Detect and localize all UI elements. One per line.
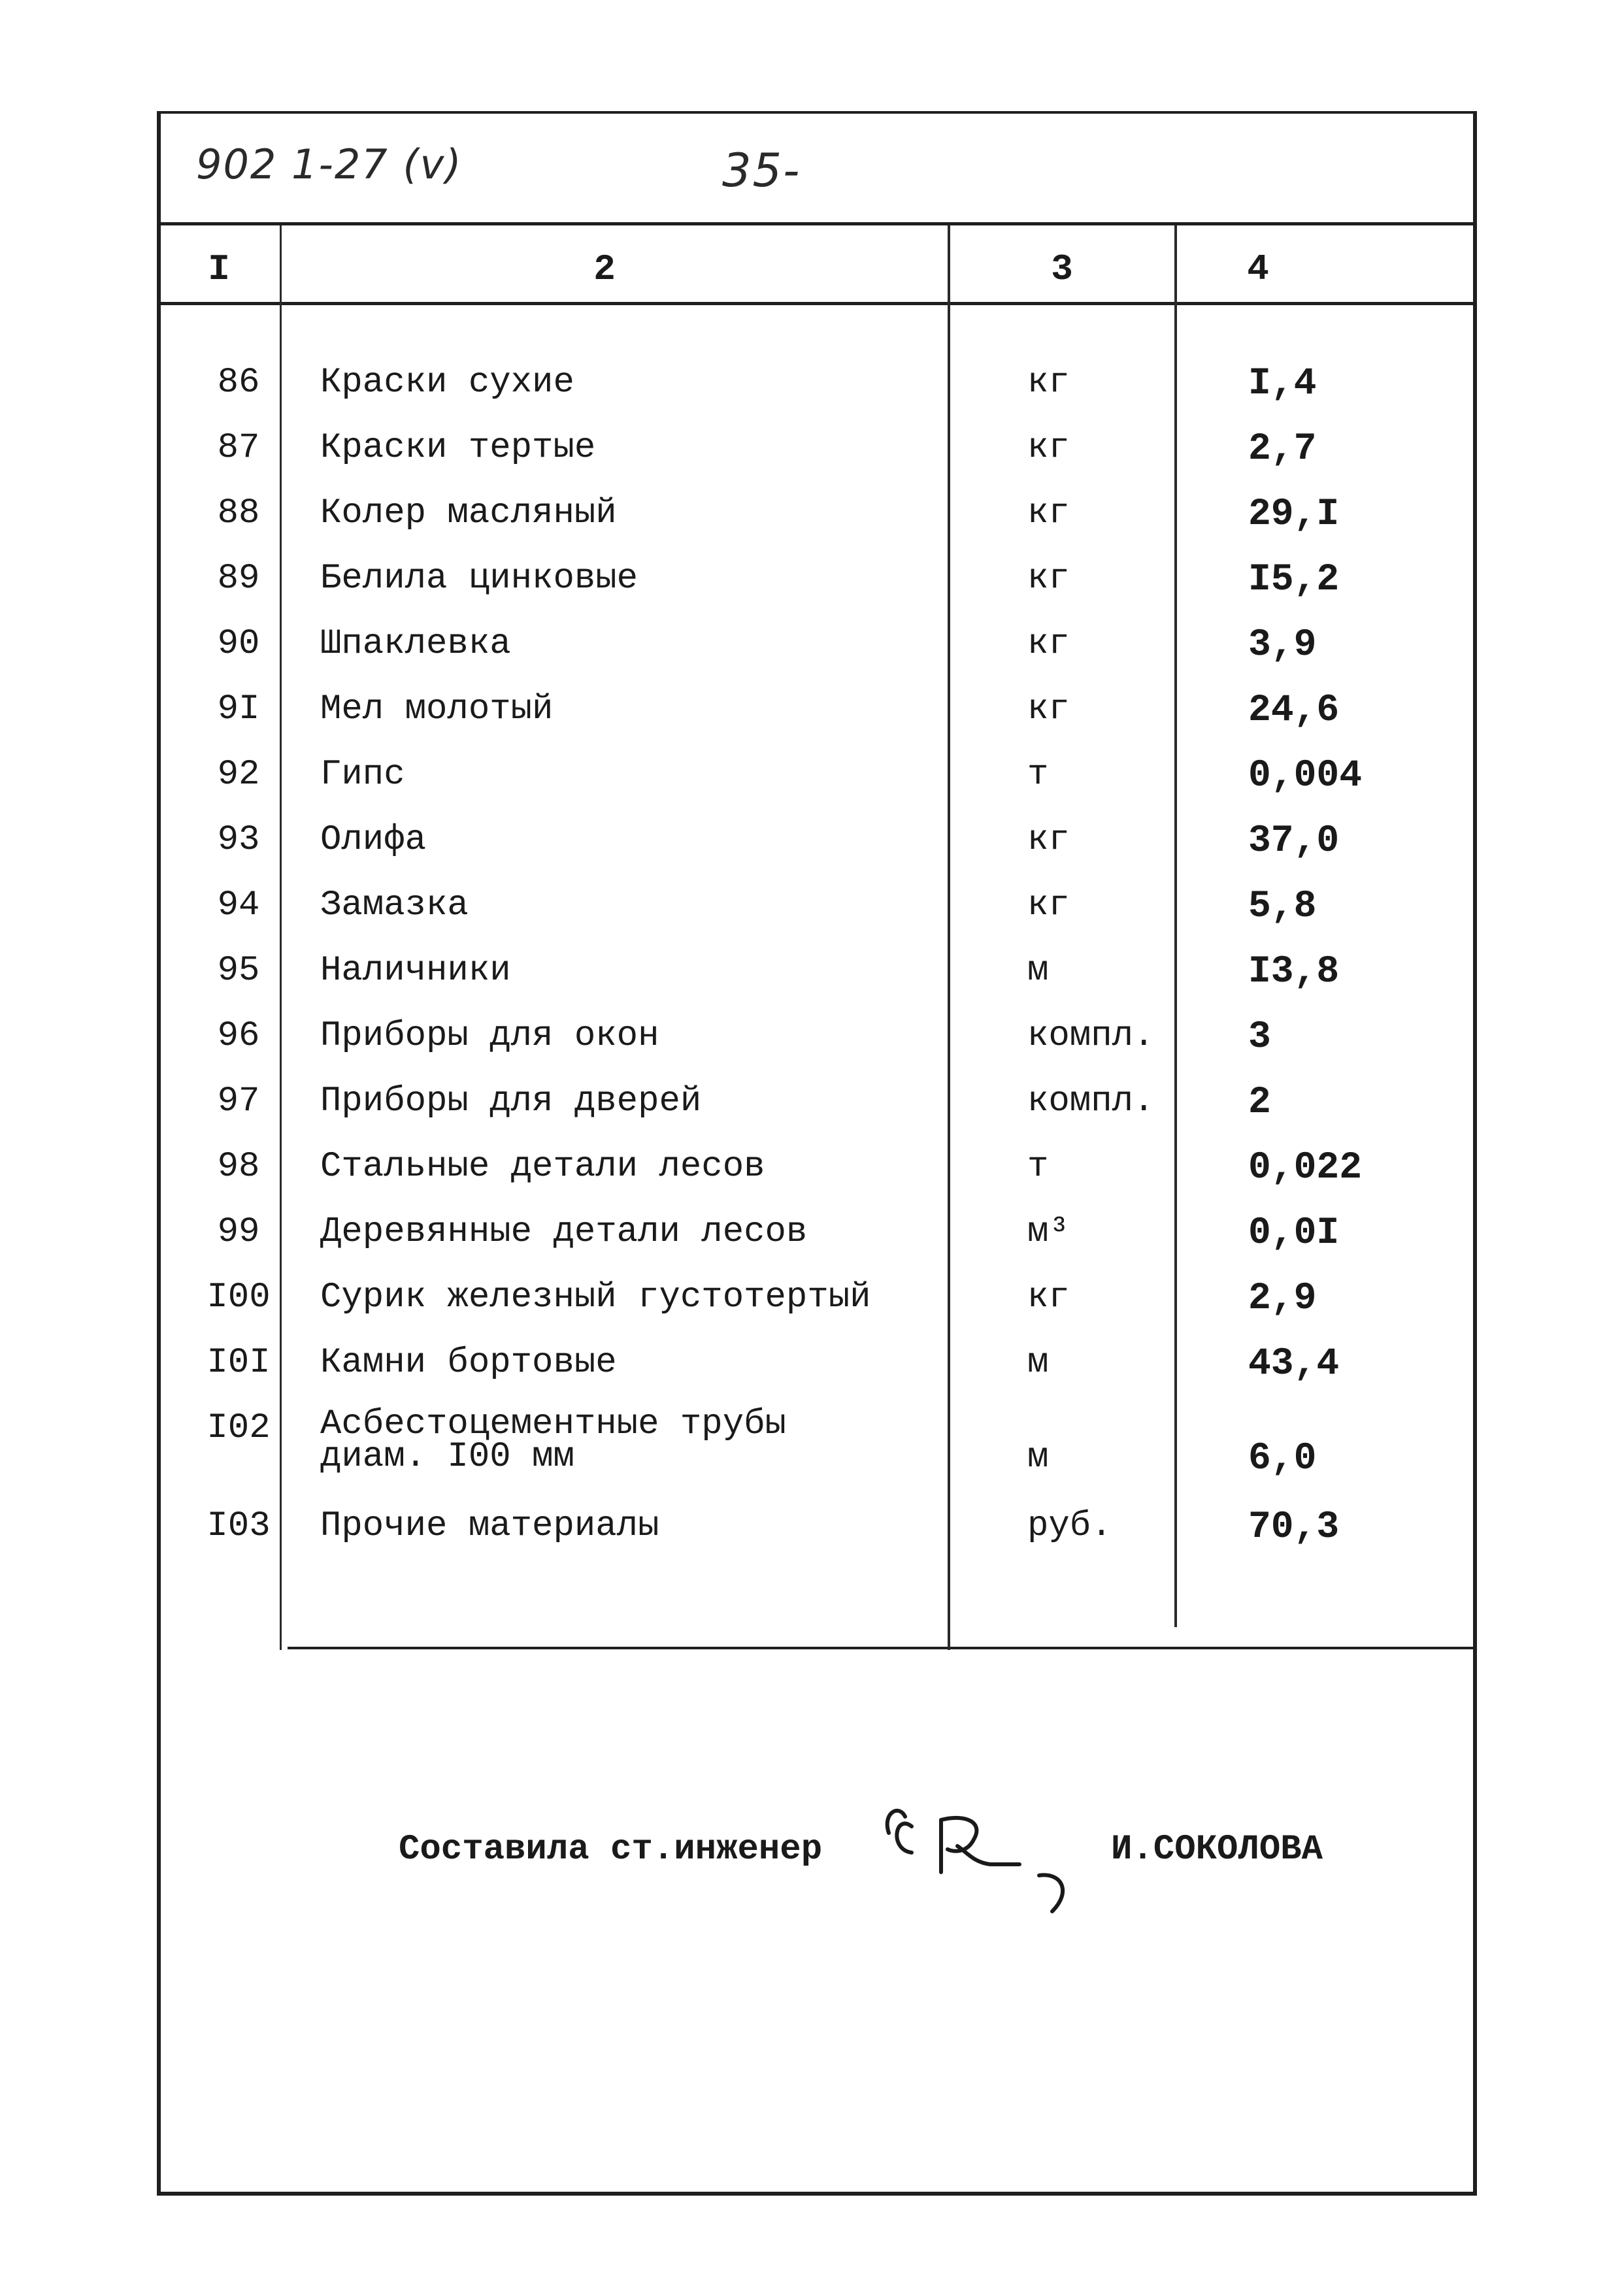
row-number: 9I xyxy=(217,689,260,729)
table-row xyxy=(161,820,1474,885)
quantity: 6,0 xyxy=(1248,1438,1317,1480)
table-row xyxy=(161,363,1474,428)
quantity: 0,004 xyxy=(1248,755,1363,797)
unit: кг xyxy=(1027,885,1070,925)
table-row xyxy=(161,689,1474,755)
signature xyxy=(876,1787,1091,1944)
quantity: 3 xyxy=(1248,1016,1271,1059)
compiled-by-label: Составила ст.инженер xyxy=(399,1830,823,1870)
table-row xyxy=(161,1404,1474,1500)
header-divider xyxy=(157,222,1477,225)
unit: компл. xyxy=(1027,1081,1155,1121)
unit: кг xyxy=(1027,820,1070,860)
page-number: 35- xyxy=(722,144,801,197)
unit: руб. xyxy=(1027,1506,1112,1546)
unit: м xyxy=(1027,1343,1049,1383)
material-name: Замазка xyxy=(320,885,469,925)
material-name: Краски тертые xyxy=(320,428,596,468)
quantity: 29,I xyxy=(1248,493,1340,536)
quantity: I3,8 xyxy=(1248,951,1340,993)
table-row xyxy=(161,755,1474,820)
row-number: 86 xyxy=(217,363,260,403)
quantity: 70,3 xyxy=(1248,1506,1340,1549)
table-row xyxy=(161,1081,1474,1147)
row-number: 88 xyxy=(217,493,260,533)
table-bottom-rule xyxy=(288,1647,1474,1649)
column-header-1: I xyxy=(208,248,230,290)
quantity: I,4 xyxy=(1248,363,1317,405)
unit: кг xyxy=(1027,624,1070,664)
row-number: 89 xyxy=(217,559,260,599)
column-header-divider xyxy=(160,302,1474,305)
table-row xyxy=(161,1343,1474,1408)
material-name: Прочие материалы xyxy=(320,1506,659,1546)
material-name: Деревянные детали лесов xyxy=(320,1212,808,1252)
unit: компл. xyxy=(1027,1016,1155,1056)
row-number: I02 xyxy=(207,1408,271,1448)
column-header-4: 4 xyxy=(1247,248,1269,290)
row-number: 94 xyxy=(217,885,260,925)
material-name: Стальные детали лесов xyxy=(320,1147,765,1187)
material-name: Мел молотый xyxy=(320,689,554,729)
unit: кг xyxy=(1027,493,1070,533)
quantity: 2 xyxy=(1248,1081,1271,1124)
quantity: 0,022 xyxy=(1248,1147,1363,1189)
table-row xyxy=(161,1016,1474,1081)
material-name: Камни бортовые xyxy=(320,1343,617,1383)
unit: т xyxy=(1027,755,1049,795)
unit: т xyxy=(1027,1147,1049,1187)
unit: м³ xyxy=(1027,1212,1070,1252)
quantity: 24,6 xyxy=(1248,689,1340,732)
row-number: I0I xyxy=(207,1343,271,1383)
quantity: 0,0I xyxy=(1248,1212,1340,1255)
unit: кг xyxy=(1027,363,1070,403)
table-row xyxy=(161,493,1474,559)
row-number: 95 xyxy=(217,951,260,991)
material-name: Колер масляный xyxy=(320,493,617,533)
table-row xyxy=(161,428,1474,493)
quantity: 3,9 xyxy=(1248,624,1317,667)
material-name: Асбестоцементные трубы диам. I00 мм xyxy=(320,1404,786,1477)
material-name: Приборы для дверей xyxy=(320,1081,702,1121)
table-row xyxy=(161,624,1474,689)
compiler-name: И.СОКОЛОВА xyxy=(1111,1830,1323,1870)
column-header-2: 2 xyxy=(593,248,616,290)
row-number: I00 xyxy=(207,1278,271,1317)
table-row xyxy=(161,559,1474,624)
material-name: Белила цинковые xyxy=(320,559,638,599)
material-name: Шпаклевка xyxy=(320,624,511,664)
material-name: Наличники xyxy=(320,951,511,991)
row-number: 96 xyxy=(217,1016,260,1056)
row-number: I03 xyxy=(207,1506,271,1546)
table-row xyxy=(161,1147,1474,1212)
unit: м xyxy=(1027,951,1049,991)
unit: кг xyxy=(1027,428,1070,468)
quantity: 37,0 xyxy=(1248,820,1340,863)
unit: кг xyxy=(1027,1278,1070,1317)
row-number: 98 xyxy=(217,1147,260,1187)
table-row xyxy=(161,1506,1474,1572)
document-code: 902 1-27 (v) xyxy=(196,140,463,188)
quantity: 2,9 xyxy=(1248,1278,1317,1320)
material-name: Приборы для окон xyxy=(320,1016,659,1056)
column-header-3: 3 xyxy=(1051,248,1073,290)
material-name: Сурик железный густотертый xyxy=(320,1278,871,1317)
table-row xyxy=(161,885,1474,951)
quantity: 5,8 xyxy=(1248,885,1317,928)
row-number: 87 xyxy=(217,428,260,468)
unit: кг xyxy=(1027,559,1070,599)
quantity: 2,7 xyxy=(1248,428,1317,470)
quantity: I5,2 xyxy=(1248,559,1340,601)
row-number: 93 xyxy=(217,820,260,860)
row-number: 97 xyxy=(217,1081,260,1121)
material-name: Олифа xyxy=(320,820,427,860)
unit: м xyxy=(1027,1438,1049,1477)
unit: кг xyxy=(1027,689,1070,729)
row-number: 99 xyxy=(217,1212,260,1252)
table-row xyxy=(161,1212,1474,1278)
table-row xyxy=(161,1278,1474,1343)
row-number: 90 xyxy=(217,624,260,664)
material-name: Гипс xyxy=(320,755,405,795)
quantity: 43,4 xyxy=(1248,1343,1340,1385)
material-name: Краски сухие xyxy=(320,363,574,403)
row-number: 92 xyxy=(217,755,260,795)
table-row xyxy=(161,951,1474,1016)
